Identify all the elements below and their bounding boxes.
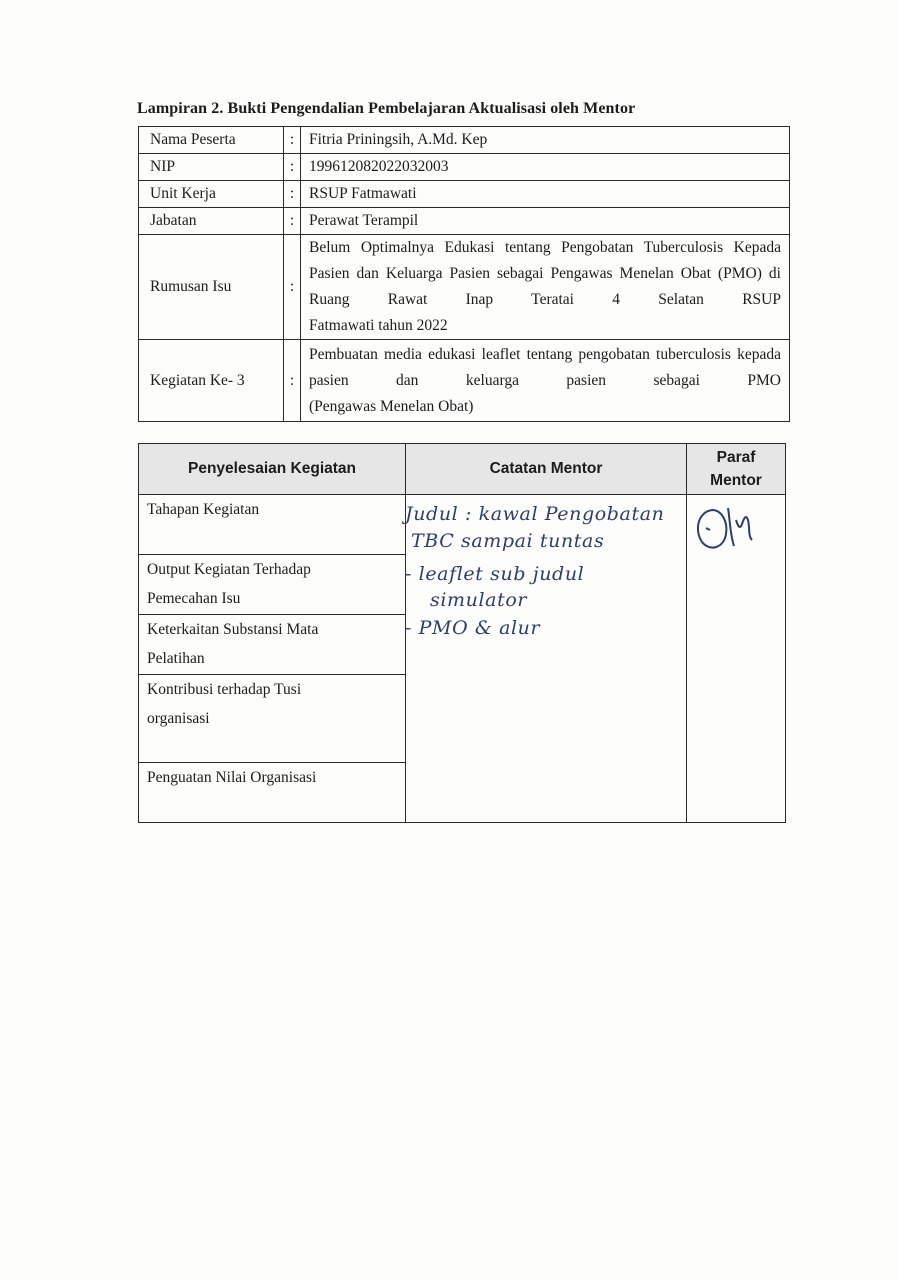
mentor-signature-icon	[690, 500, 760, 560]
kegiatan-value	[301, 340, 790, 422]
unit-label: Unit Kerja	[139, 181, 284, 208]
header-penyelesaian: Penyelesaian Kegiatan	[139, 444, 406, 495]
colon: :	[284, 340, 301, 422]
nip-label: NIP	[139, 154, 284, 181]
header-paraf-line1: Paraf	[716, 449, 756, 466]
nip-value: 199612082022032003	[301, 154, 790, 181]
kontribusi-label-line1: Kontribusi terhadap Tusi	[147, 681, 302, 698]
isu-label: Rumusan Isu	[139, 235, 284, 340]
output-label-line1: Output Kegiatan Terhadap	[147, 561, 311, 578]
penguatan-label: Penguatan Nilai Organisasi	[139, 763, 406, 823]
colon: :	[284, 208, 301, 235]
jabatan-value: Perawat Terampil	[301, 208, 790, 235]
handwritten-note-line3: - leaflet sub judul	[405, 563, 585, 585]
header-paraf-line2: Mentor	[710, 472, 762, 489]
activity-header-row	[139, 444, 786, 495]
handwritten-note-line1: Judul : kawal Pengobatan	[405, 503, 665, 525]
jabatan-label: Jabatan	[139, 208, 284, 235]
nama-value: Fitria Priningsih, A.Md. Kep	[301, 127, 790, 154]
row-unit	[139, 181, 790, 208]
row-nama	[139, 127, 790, 154]
isu-value-last: Fatmawati tahun 2022	[309, 317, 448, 334]
keterkaitan-label-line1: Keterkaitan Substansi Mata	[147, 621, 319, 638]
row-jabatan	[139, 208, 790, 235]
keterkaitan-label	[139, 615, 406, 675]
kegiatan-value-last: (Pengawas Menelan Obat)	[309, 397, 474, 415]
kegiatan-label: Kegiatan Ke- 3	[139, 340, 284, 422]
colon: :	[284, 235, 301, 340]
output-label	[139, 555, 406, 615]
nama-label: Nama Peserta	[139, 127, 284, 154]
kegiatan-value-main: Pembuatan media edukasi leaflet tentang pengobatan tuberculosis kepada pasien dan keluarga pasien sebagai PMO	[309, 345, 781, 389]
handwritten-note-line2: TBC sampai tuntas	[411, 530, 605, 552]
colon: :	[284, 181, 301, 208]
row-kegiatan	[139, 340, 790, 422]
kontribusi-label	[139, 675, 406, 763]
tahapan-label: Tahapan Kegiatan	[139, 495, 406, 555]
header-paraf	[687, 444, 786, 495]
handwritten-note-line5: - PMO & alur	[405, 617, 541, 639]
keterkaitan-label-line2: Pelatihan	[147, 650, 205, 667]
isu-value-main: Belum Optimalnya Edukasi tentang Pengobatan Tuberculosis Kepada Pasien dan Keluarga Pasien sebagai Pengawas Menelan Obat (PMO) di Ruang Rawat Inap Teratai 4 Selatan RSUP	[309, 239, 781, 308]
kontribusi-label-line2: organisasi	[147, 710, 210, 727]
row-nip	[139, 154, 790, 181]
page-title: Lampiran 2. Bukti Pengendalian Pembelajaran Aktualisasi oleh Mentor	[137, 100, 636, 117]
row-rumusan-isu	[139, 235, 790, 340]
unit-value: RSUP Fatmawati	[301, 181, 790, 208]
isu-value	[301, 235, 790, 340]
colon: :	[284, 127, 301, 154]
handwritten-note-line4: simulator	[430, 589, 528, 611]
header-catatan: Catatan Mentor	[406, 444, 687, 495]
participant-info-table	[138, 126, 790, 422]
colon: :	[284, 154, 301, 181]
output-label-line2: Pemecahan Isu	[147, 590, 241, 607]
